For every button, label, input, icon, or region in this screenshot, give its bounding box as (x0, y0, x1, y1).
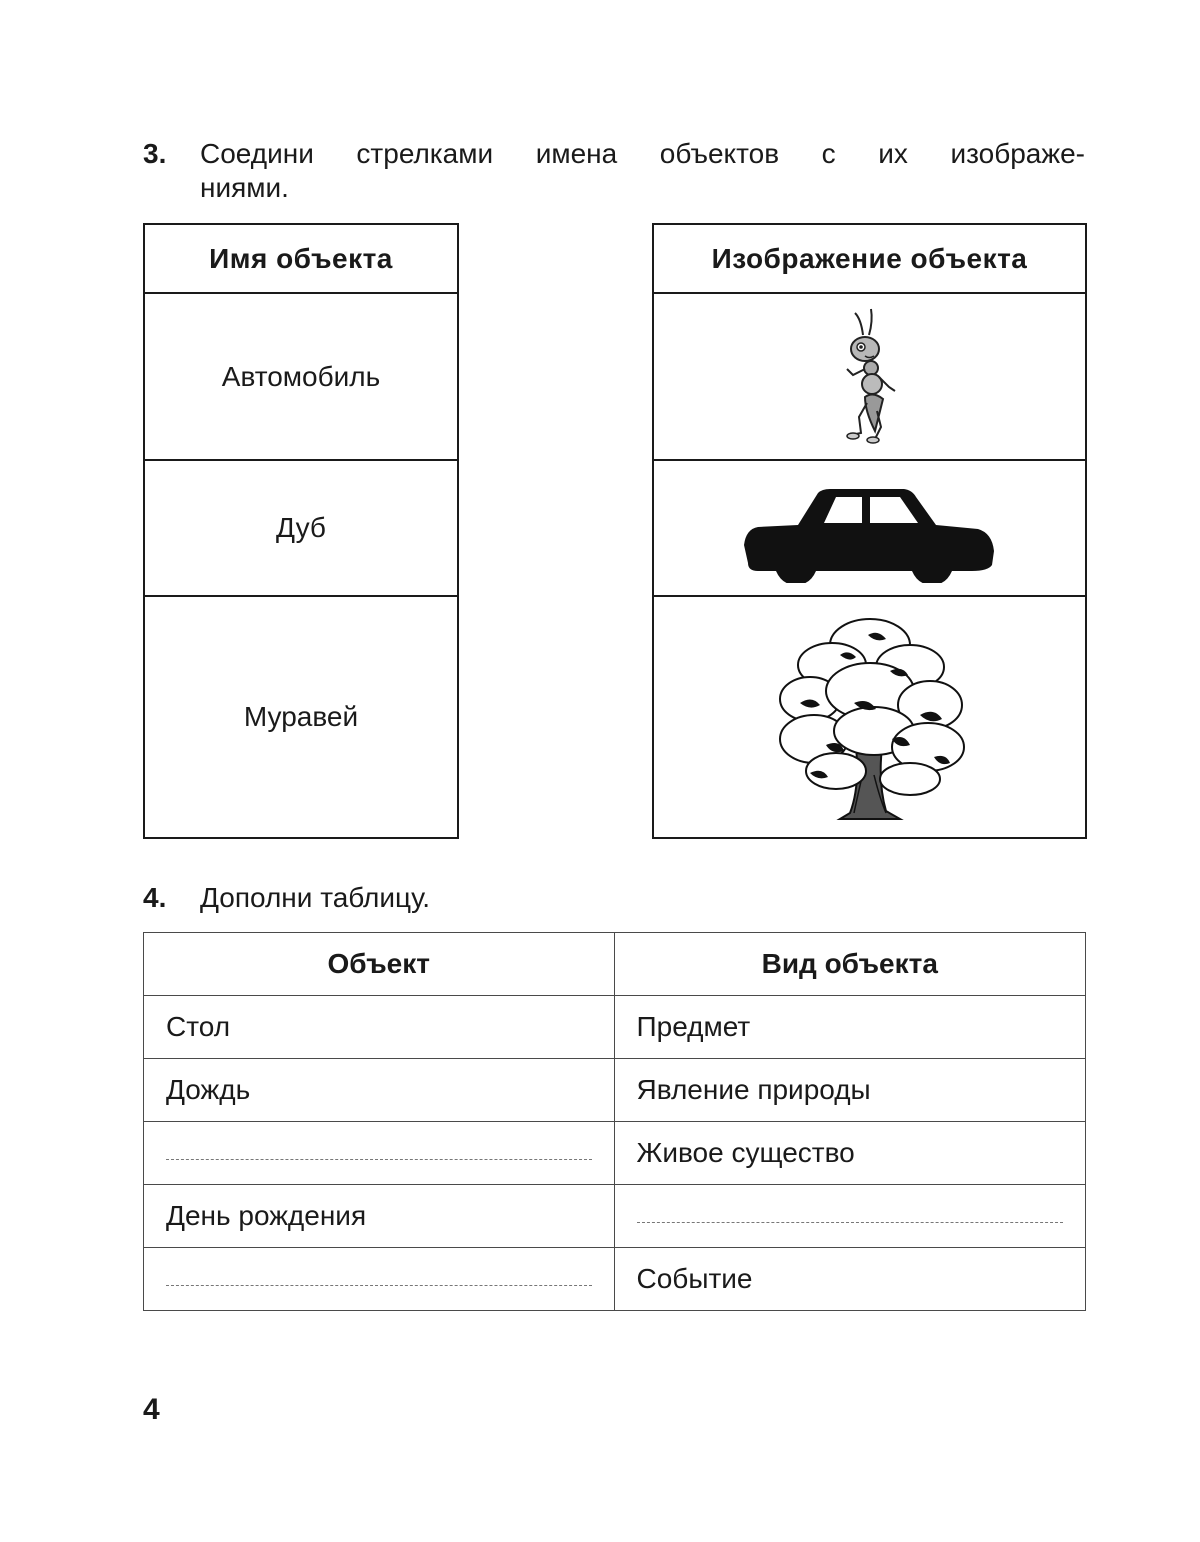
task-4 (143, 881, 430, 915)
instruction-word: с (821, 138, 836, 169)
task-4-number: 4. (143, 882, 167, 913)
table-row (144, 1248, 1086, 1311)
instruction-word: стрелками (356, 138, 494, 169)
object-blank-cell[interactable] (144, 1122, 615, 1185)
table-row (144, 1059, 1086, 1122)
object-blank-cell[interactable] (144, 1248, 615, 1311)
column-header-object: Объект (144, 933, 615, 996)
object-cell: День рождения (144, 1185, 615, 1248)
table-row (144, 1122, 1086, 1185)
table-row (144, 1185, 1086, 1248)
table-header-row (144, 933, 1086, 996)
answer-blank-line[interactable] (166, 1159, 592, 1160)
tree-icon (770, 607, 970, 827)
instruction-word: Соедини (200, 138, 314, 169)
kind-cell: Живое существо (614, 1122, 1086, 1185)
image-cell-oak[interactable] (654, 595, 1085, 837)
page-number: 4 (143, 1393, 160, 1426)
images-header: Изображение объекта (711, 242, 1028, 274)
answer-blank-line[interactable] (637, 1222, 1064, 1223)
car-icon (740, 473, 1000, 583)
name-cell-ant[interactable]: Муравей (145, 595, 457, 837)
kind-cell: Явление природы (614, 1059, 1086, 1122)
name-cell-oak[interactable]: Дуб (145, 459, 457, 595)
task-3-number: 3. (143, 138, 167, 169)
object-kind-table (143, 932, 1086, 1311)
task-3-instruction (200, 137, 1085, 205)
names-header: Имя объекта (209, 242, 393, 274)
column-header-kind: Вид объекта (614, 933, 1086, 996)
object-cell: Стол (144, 996, 615, 1059)
object-names-table (143, 223, 459, 839)
instruction-word: объектов (659, 138, 780, 169)
answer-blank-line[interactable] (166, 1285, 592, 1286)
name-cell-car[interactable]: Автомобиль (145, 292, 457, 459)
object-images-table (652, 223, 1087, 839)
instruction-line-2: ниями. (200, 172, 289, 203)
ant-icon (825, 307, 915, 447)
instruction-word: их (878, 138, 908, 169)
instruction-word: имена (535, 138, 618, 169)
kind-cell: Предмет (614, 996, 1086, 1059)
table-row (144, 996, 1086, 1059)
image-cell-car[interactable] (654, 459, 1085, 595)
task-4-instruction: Дополни таблицу. (200, 882, 431, 913)
kind-cell: Событие (614, 1248, 1086, 1311)
image-cell-ant[interactable] (654, 292, 1085, 459)
task-3 (143, 137, 1085, 205)
object-cell: Дождь (144, 1059, 615, 1122)
kind-blank-cell[interactable] (614, 1185, 1086, 1248)
instruction-word: изображе- (950, 138, 1085, 169)
